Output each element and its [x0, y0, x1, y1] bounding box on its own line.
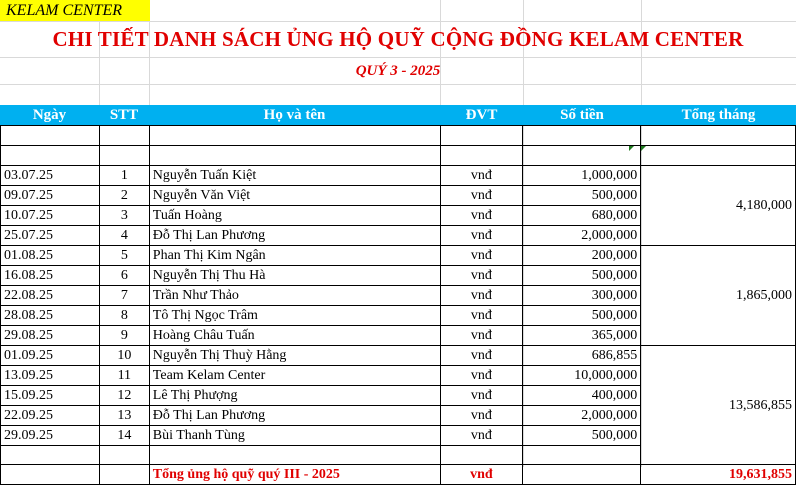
- cell[interactable]: [440, 146, 523, 166]
- name-cell[interactable]: Lê Thị Phượng: [149, 386, 440, 406]
- month-total-cell[interactable]: 1,865,000: [641, 246, 796, 346]
- table-row: [1, 166, 796, 186]
- month-total-cell[interactable]: 13,586,855: [641, 346, 796, 465]
- unit-cell[interactable]: vnđ: [440, 366, 523, 386]
- name-cell[interactable]: Trần Như Thảo: [149, 286, 440, 306]
- header-date[interactable]: Ngày: [32, 107, 67, 123]
- amount-cell[interactable]: 2,000,000: [523, 406, 641, 426]
- name-cell[interactable]: Đỗ Thị Lan Phương: [149, 226, 440, 246]
- date-cell[interactable]: 01.09.25: [1, 346, 100, 366]
- amount-cell[interactable]: 300,000: [523, 286, 641, 306]
- cell-marker-icon: [629, 146, 634, 151]
- stt-cell[interactable]: 1: [99, 166, 149, 186]
- stt-cell[interactable]: 12: [99, 386, 149, 406]
- cell[interactable]: [440, 126, 523, 146]
- cell[interactable]: [1, 446, 100, 465]
- date-cell[interactable]: 09.07.25: [1, 186, 100, 206]
- date-cell[interactable]: 29.09.25: [1, 426, 100, 446]
- date-cell[interactable]: 22.09.25: [1, 406, 100, 426]
- unit-cell[interactable]: vnđ: [440, 226, 523, 246]
- cell[interactable]: [523, 446, 641, 465]
- name-cell[interactable]: Đỗ Thị Lan Phương: [149, 406, 440, 426]
- month-total-cell[interactable]: 4,180,000: [641, 166, 796, 246]
- blank-row: [1, 146, 796, 166]
- amount-cell[interactable]: 10,000,000: [523, 366, 641, 386]
- stt-cell[interactable]: 8: [99, 306, 149, 326]
- amount-cell[interactable]: 200,000: [523, 246, 641, 266]
- date-cell[interactable]: 03.07.25: [1, 166, 100, 186]
- date-cell[interactable]: 01.08.25: [1, 246, 100, 266]
- grand-total-amount[interactable]: 19,631,855: [641, 465, 796, 485]
- date-cell[interactable]: 16.08.25: [1, 266, 100, 286]
- amount-cell[interactable]: 400,000: [523, 386, 641, 406]
- stt-cell[interactable]: 5: [99, 246, 149, 266]
- gridline: [0, 57, 796, 58]
- amount-cell[interactable]: 1,000,000: [523, 166, 641, 186]
- amount-cell[interactable]: 500,000: [523, 186, 641, 206]
- unit-cell[interactable]: vnđ: [440, 186, 523, 206]
- page-title: CHI TIẾT DANH SÁCH ỦNG HỘ QUỸ CỘNG ĐỒNG KELAM CENTER: [52, 27, 744, 51]
- date-cell[interactable]: 29.08.25: [1, 326, 100, 346]
- header-stt[interactable]: STT: [109, 107, 139, 123]
- stt-cell[interactable]: 2: [99, 186, 149, 206]
- cell[interactable]: [99, 126, 149, 146]
- date-cell[interactable]: 22.08.25: [1, 286, 100, 306]
- gridline: [0, 21, 796, 22]
- date-cell[interactable]: 25.07.25: [1, 226, 100, 246]
- unit-cell[interactable]: vnđ: [440, 346, 523, 366]
- cell[interactable]: [149, 446, 440, 465]
- amount-cell[interactable]: 500,000: [523, 426, 641, 446]
- cell[interactable]: [1, 465, 100, 485]
- amount-cell[interactable]: 365,000: [523, 326, 641, 346]
- header-unit[interactable]: ĐVT: [465, 107, 498, 123]
- table-row: [1, 246, 796, 266]
- unit-cell[interactable]: vnđ: [440, 406, 523, 426]
- cell[interactable]: [99, 465, 149, 485]
- stt-cell[interactable]: 13: [99, 406, 149, 426]
- cell[interactable]: [149, 126, 440, 146]
- cell[interactable]: [440, 446, 523, 465]
- amount-cell[interactable]: 686,855: [523, 346, 641, 366]
- date-cell[interactable]: 10.07.25: [1, 206, 100, 226]
- name-cell[interactable]: Tuấn Hoàng: [149, 206, 440, 226]
- cell[interactable]: [641, 126, 796, 146]
- stt-cell[interactable]: 3: [99, 206, 149, 226]
- unit-cell[interactable]: vnđ: [440, 206, 523, 226]
- unit-cell[interactable]: vnđ: [440, 326, 523, 346]
- unit-cell[interactable]: vnđ: [440, 286, 523, 306]
- amount-cell[interactable]: 500,000: [523, 306, 641, 326]
- header-month-total[interactable]: Tổng tháng: [681, 107, 756, 123]
- cell[interactable]: [523, 146, 641, 166]
- name-cell[interactable]: Nguyễn Thị Thu Hà: [149, 266, 440, 286]
- cell[interactable]: [149, 146, 440, 166]
- grand-total-label[interactable]: Tổng ủng hộ quỹ quý III - 2025: [149, 465, 440, 485]
- cell[interactable]: [1, 126, 100, 146]
- name-cell[interactable]: Nguyễn Văn Việt: [149, 186, 440, 206]
- amount-cell[interactable]: 2,000,000: [523, 226, 641, 246]
- unit-cell[interactable]: vnđ: [440, 386, 523, 406]
- header-amount[interactable]: Số tiền: [560, 107, 604, 123]
- stt-cell[interactable]: 10: [99, 346, 149, 366]
- cell-marker-icon: [641, 146, 646, 151]
- amount-cell[interactable]: 680,000: [523, 206, 641, 226]
- cell[interactable]: [99, 446, 149, 465]
- stt-cell[interactable]: 9: [99, 326, 149, 346]
- stt-cell[interactable]: 11: [99, 366, 149, 386]
- stt-cell[interactable]: 4: [99, 226, 149, 246]
- header-name[interactable]: Họ và tên: [263, 107, 326, 123]
- stt-cell[interactable]: 14: [99, 426, 149, 446]
- blank-row: [1, 126, 796, 146]
- name-cell[interactable]: Bùi Thanh Tùng: [149, 426, 440, 446]
- cell[interactable]: [99, 146, 149, 166]
- name-cell[interactable]: Nguyễn Tuấn Kiệt: [149, 166, 440, 186]
- cell[interactable]: [1, 146, 100, 166]
- amount-cell[interactable]: 500,000: [523, 266, 641, 286]
- unit-cell[interactable]: vnđ: [440, 246, 523, 266]
- unit-cell[interactable]: vnđ: [440, 166, 523, 186]
- stt-cell[interactable]: 7: [99, 286, 149, 306]
- cell[interactable]: [523, 465, 641, 485]
- page-subtitle: QUÝ 3 - 2025: [355, 63, 441, 79]
- date-cell[interactable]: 15.09.25: [1, 386, 100, 406]
- grand-total-row: [1, 465, 796, 485]
- name-cell[interactable]: Tô Thị Ngọc Trâm: [149, 306, 440, 326]
- donation-table: [0, 125, 796, 485]
- stt-cell[interactable]: 6: [99, 266, 149, 286]
- unit-cell[interactable]: vnđ: [440, 426, 523, 446]
- unit-cell[interactable]: vnđ: [440, 306, 523, 326]
- table-row: [1, 346, 796, 366]
- name-cell[interactable]: Team Kelam Center: [149, 366, 440, 386]
- gridline: [0, 84, 796, 85]
- unit-cell[interactable]: vnđ: [440, 266, 523, 286]
- name-cell[interactable]: Nguyễn Thị Thuỳ Hằng: [149, 346, 440, 366]
- cell[interactable]: [523, 126, 641, 146]
- name-cell[interactable]: Phan Thị Kim Ngân: [149, 246, 440, 266]
- name-cell[interactable]: Hoàng Châu Tuấn: [149, 326, 440, 346]
- cell[interactable]: [641, 146, 796, 166]
- date-cell[interactable]: 28.08.25: [1, 306, 100, 326]
- brand-label: KELAM CENTER: [0, 0, 150, 21]
- date-cell[interactable]: 13.09.25: [1, 366, 100, 386]
- grand-total-unit[interactable]: vnđ: [440, 465, 523, 485]
